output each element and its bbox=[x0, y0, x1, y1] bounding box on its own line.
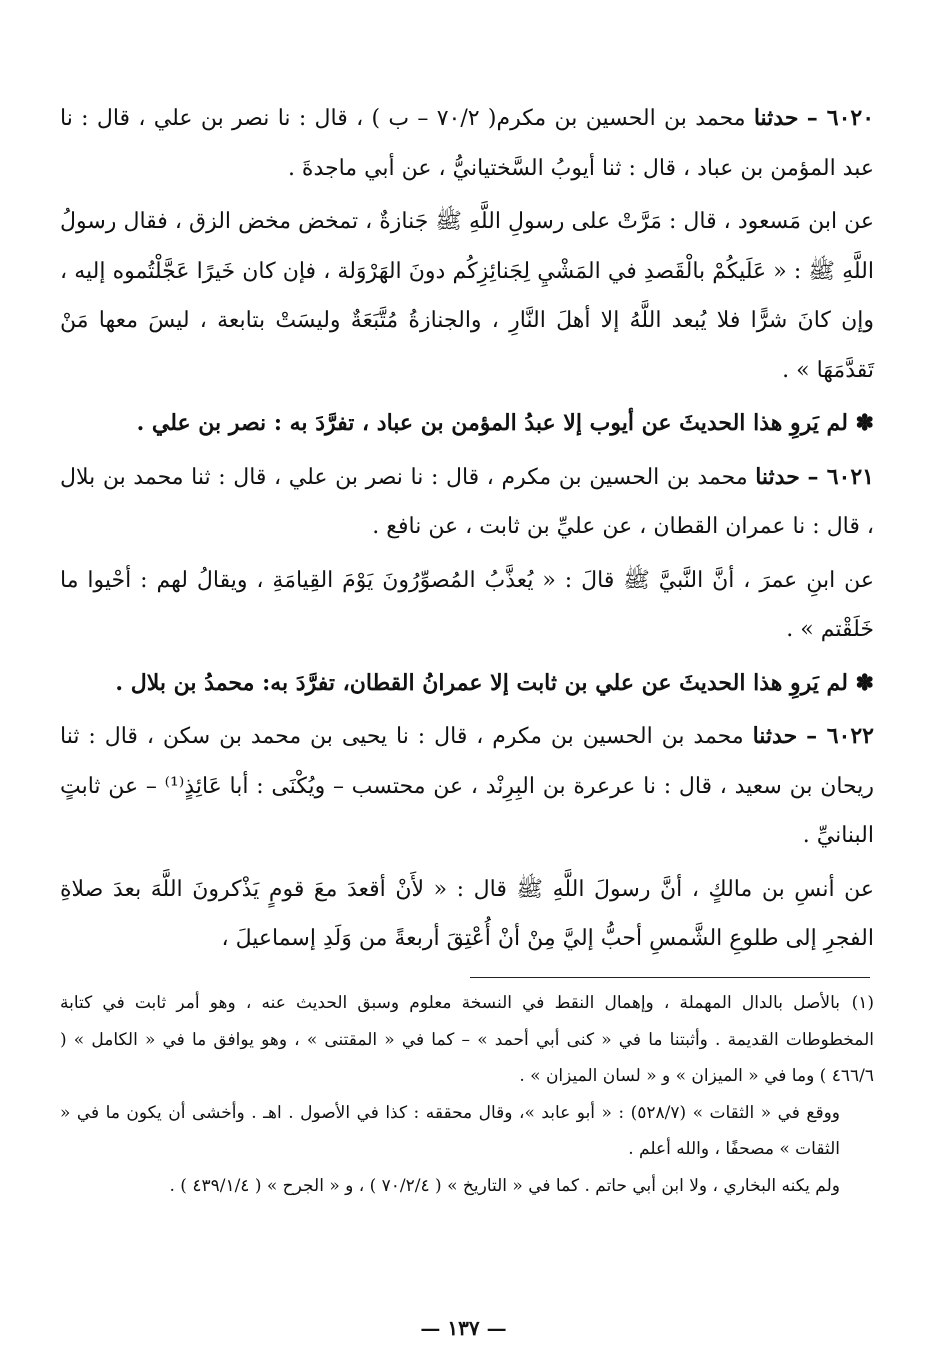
hadith-6022-matn: عن أنسِ بن مالكٍ ، أنَّ رسولَ اللَّهِ ﷺ قال : « لأَنْ أقعدَ معَ قومٍ يَذْكرونَ اللَّهَ بعدَ صلاةِ الفجرِ إلى طلوعِ الشَّمسِ أحبُّ إليَّ مِنْ أنْ أُعْتِقَ أربعةً من وَلَدِ إسماعيلَ ، bbox=[60, 876, 874, 951]
hadith-6020-note: ✽ لم يَروِ هذا الحديثَ عن أيوب إلا عبدُ المؤمن بن عباد ، تفرَّدَ به : نصر بن علي . bbox=[136, 410, 874, 436]
footnote-1-line-3: ولم يكنه البخاري ، ولا ابن أبي حاتم . كما في « التاريخ » ( ٧٠/٢/٤ ) ، و « الجرح » ( ٤٣٩/١/٤ ) . bbox=[169, 1175, 840, 1196]
hadith-number: ٦٠٢٢ – bbox=[806, 723, 874, 749]
main-text bbox=[60, 94, 874, 964]
footnote-1-line-2: ووقع في « الثقات » (٥٢٨/٧) : « أبو عابد »، وقال محققه : كذا في الأصول . اهـ . وأخشى أن يكون ما في « الثقات » مصحفًا ، والله أعلم . bbox=[60, 1102, 840, 1159]
hadith-6021-isnad bbox=[60, 453, 874, 552]
hadith-6021-matn: عن ابنِ عمرَ ، أنَّ النَّبيَّ ﷺ قالَ : « يُعذَّبُ المُصوِّرُونَ يَوْمَ القِيامَةِ ، ويقالُ لهم : أحْيوا ما خَلَقْتم » . bbox=[60, 567, 875, 642]
hadith-number: ٦٠٢١ – bbox=[807, 463, 874, 490]
footnote-divider bbox=[470, 977, 870, 978]
footnote-text: بالأصل بالدال المهملة ، وإهمال النقط في النسخة معلوم وسبق الحديث عنه ، وهو أمر ثابت في كتابة المخطوطات القديمة . وأثبتنا ما في « كنى أبي أحمد » – كما في « المقتنى » ، وهو يوافق ما في « الكامل » ( ٤٦٦/٦ ) وما في « الميزان » و « لسان الميزان » . bbox=[60, 993, 874, 1086]
footnotes bbox=[60, 985, 874, 1204]
hadith-6021-note: ✽ لم يَروِ هذا الحديثَ عن علي بن ثابت إلا عمرانُ القطان، تفرَّدَ به: محمدُ بن بلال . bbox=[115, 669, 874, 696]
isnad-text: محمد بن الحسين بن مكرم ، قال : نا نصر بن علي ، قال : ثنا محمد بن بلال ، قال : نا عمران القطان ، عن عليِّ بن ثابت ، عن نافع . bbox=[60, 464, 874, 539]
narration-keyword: حدثنا bbox=[752, 723, 798, 749]
hadith-number: ٦٠٢٠ – bbox=[806, 105, 875, 131]
footnote-marker: (١) bbox=[851, 993, 874, 1013]
isnad-text: محمد بن الحسين بن مكرم( ٧٠/٢ – ب ) ، قال : نا نصر بن علي ، قال : نا عبد المؤمن بن عباد ، قال : ثنا أيوبُ السَّختيانيُّ ، عن أبي ماجدةَ . bbox=[60, 106, 874, 181]
isnad-text: محمد بن الحسين بن مكرم ، قال : نا يحيى بن محمد بن سكن ، قال : ثنا ريحان بن سعيد ، قال : نا عرعرة بن البِرِنْد ، عن محتسب – ويُكْنَى : أبا عَائِذٍ⁽¹⁾ – عن ثابتٍ البنانيِّ . bbox=[60, 724, 875, 848]
narration-keyword: حدثنا bbox=[753, 105, 799, 131]
page-number: — ١٣٧ — bbox=[420, 1316, 507, 1340]
hadith-6022-isnad bbox=[60, 712, 874, 861]
hadith-6020-matn: عن ابن مَسعود ، قال : مَرَّتْ على رسولِ اللَّهِ ﷺ جَنازةٌ ، تمخض مخض الزق ، فقال رسولُ اللَّهِ ﷺ : « عَلَيكُمْ بالْقَصدِ في المَشْيِ لِجَنائِزِكُم دونَ الهَرْوَلة ، فإن كان خَيرًا عَجَّلْتُموه إليه ، وإن كانَ شرًّا فلا يُبعد اللَّهُ إلا أهلَ النَّارِ ، والجنازةُ مُتَّبَعَةٌ وليسَتْ بتابعة ، ليسَ معها مَنْ تَقدَّمَهَا » . bbox=[60, 209, 874, 383]
hadith-6020-isnad bbox=[60, 94, 874, 193]
footnote-1-line-1 bbox=[60, 985, 874, 1095]
narration-keyword: حدثنا bbox=[755, 463, 800, 490]
